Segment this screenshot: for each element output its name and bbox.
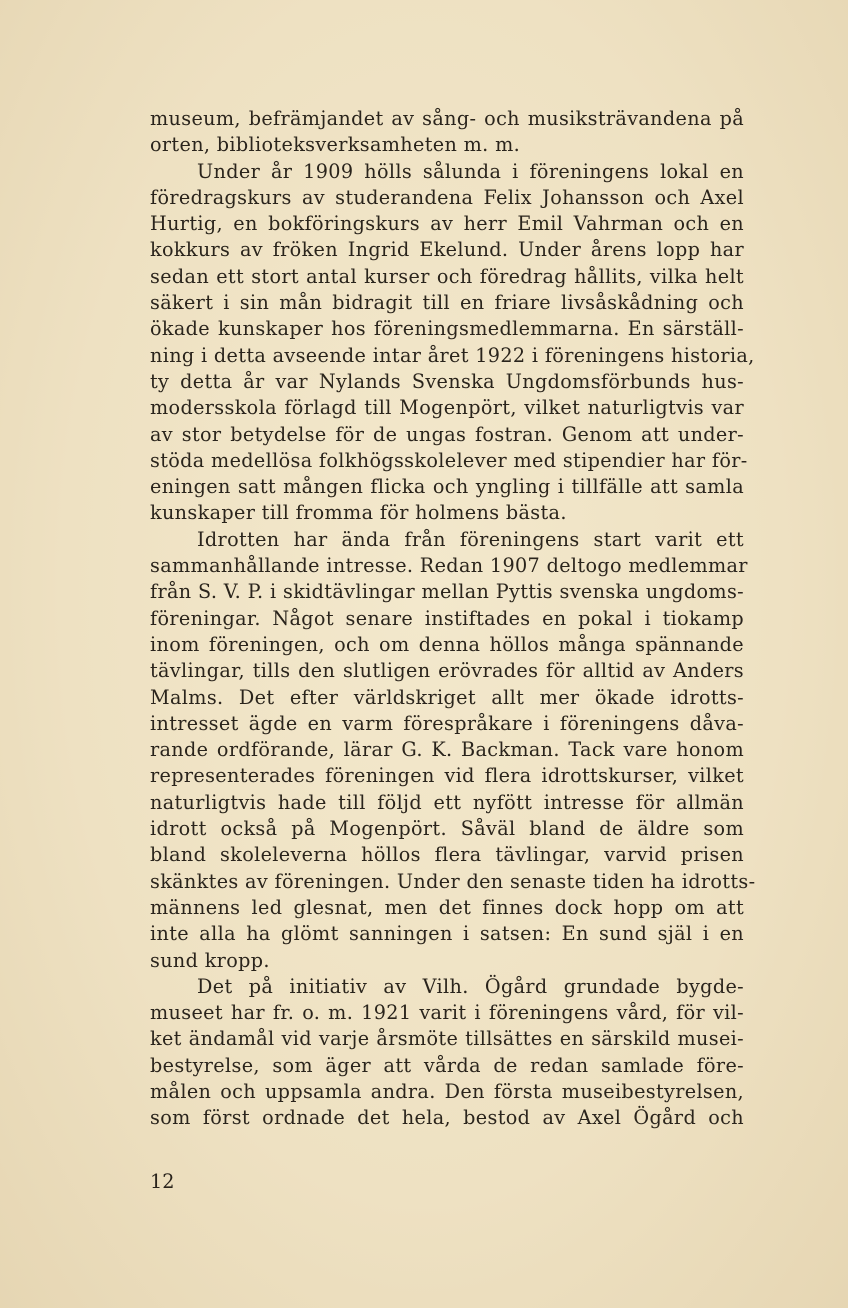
text-line: orten, biblioteksverksamheten m. m. — [150, 133, 521, 157]
text-line: männens led glesnat, men det finnes dock hopp om att — [150, 895, 744, 919]
text-line: föreningar. Något senare instiftades en pokal i tiokamp — [150, 606, 744, 630]
text-line: Hurtig, en bokföringskurs av herr Emil Vahrman och en — [150, 212, 744, 236]
text-line: sedan ett stort antal kurser och föredrag hållits, vilka helt — [150, 264, 744, 288]
text-line: sammanhållande intresse. Redan 1907 deltogo medlemmar — [150, 554, 748, 578]
text-line: naturligtvis hade till följd ett nyfött intresse för allmän — [150, 790, 744, 814]
text-line: rande ordförande, lärar G. K. Backman. Tack vare honom — [150, 738, 744, 762]
text-line: inte alla ha glömt sanningen i satsen: En sund själ i en — [150, 922, 744, 946]
text-line: museet har fr. o. m. 1921 varit i föreningens vård, för vil- — [150, 1001, 744, 1025]
text-line: sund kropp. — [150, 948, 270, 972]
text-line: av stor betydelse för de ungas fostran. Genom att under- — [150, 422, 744, 446]
text-line: föredragskurs av studerandena Felix Johansson och Axel — [150, 185, 744, 209]
text-line: säkert i sin mån bidragit till en friare livsåskådning och — [150, 291, 744, 315]
text-line: skänktes av föreningen. Under den senaste tiden ha idrotts- — [150, 869, 756, 893]
text-line: Under år 1909 hölls sålunda i föreningens lokal en — [197, 159, 744, 183]
text-line: representerades föreningen vid flera idrottskurser, vilket — [150, 764, 744, 788]
text-line: museum, befrämjandet av sång- och musiksträvandena på — [150, 107, 744, 130]
page-number: 12 — [150, 1170, 175, 1193]
text-line: ning i detta avseende intar året 1922 i föreningens historia, — [150, 343, 755, 367]
text-line: målen och uppsamla andra. Den första museibestyrelsen, — [150, 1079, 744, 1103]
body-text — [150, 106, 756, 1132]
text-line: kokkurs av fröken Ingrid Ekelund. Under årens lopp har — [150, 238, 744, 262]
text-line: intresset ägde en varm förespråkare i föreningens dåva- — [150, 711, 744, 735]
text-line: eningen satt mången flicka och yngling i tillfälle att samla — [150, 475, 744, 499]
text-line: som först ordnade det hela, bestod av Axel Ögård och — [150, 1106, 744, 1130]
text-line: stöda medellösa folkhögsskolelever med stipendier har för- — [150, 448, 748, 472]
text-line: från S. V. P. i skidtävlingar mellan Pyttis svenska ungdoms- — [150, 580, 744, 604]
text-line: Idrotten har ända från föreningens start varit ett — [197, 527, 744, 551]
text-line: Malms. Det efter världskriget allt mer ökade idrotts- — [150, 685, 744, 709]
text-line: Det på initiativ av Vilh. Ögård grundade bygde- — [197, 974, 744, 998]
text-line: ty detta år var Nylands Svenska Ungdomsförbunds hus- — [150, 369, 744, 393]
text-line: bestyrelse, som äger att vårda de redan samlade före- — [150, 1053, 744, 1077]
text-line: tävlingar, tills den slutligen erövrades för alltid av Anders — [150, 659, 744, 683]
text-line: idrott också på Mogenpört. Såväl bland de äldre som — [150, 817, 744, 841]
text-line: ökade kunskaper hos föreningsmedlemmarna. En särställ- — [150, 317, 744, 341]
text-line: bland skoleleverna höllos flera tävlingar, varvid prisen — [150, 843, 744, 867]
text-line: ket ändamål vid varje årsmöte tillsättes en särskild musei- — [150, 1027, 744, 1051]
text-line: kunskaper till fromma för holmens bästa. — [150, 501, 567, 525]
text-line: inom föreningen, och om denna höllos många spännande — [150, 632, 744, 656]
text-line: modersskola förlagd till Mogenpört, vilket naturligtvis var — [150, 396, 744, 420]
